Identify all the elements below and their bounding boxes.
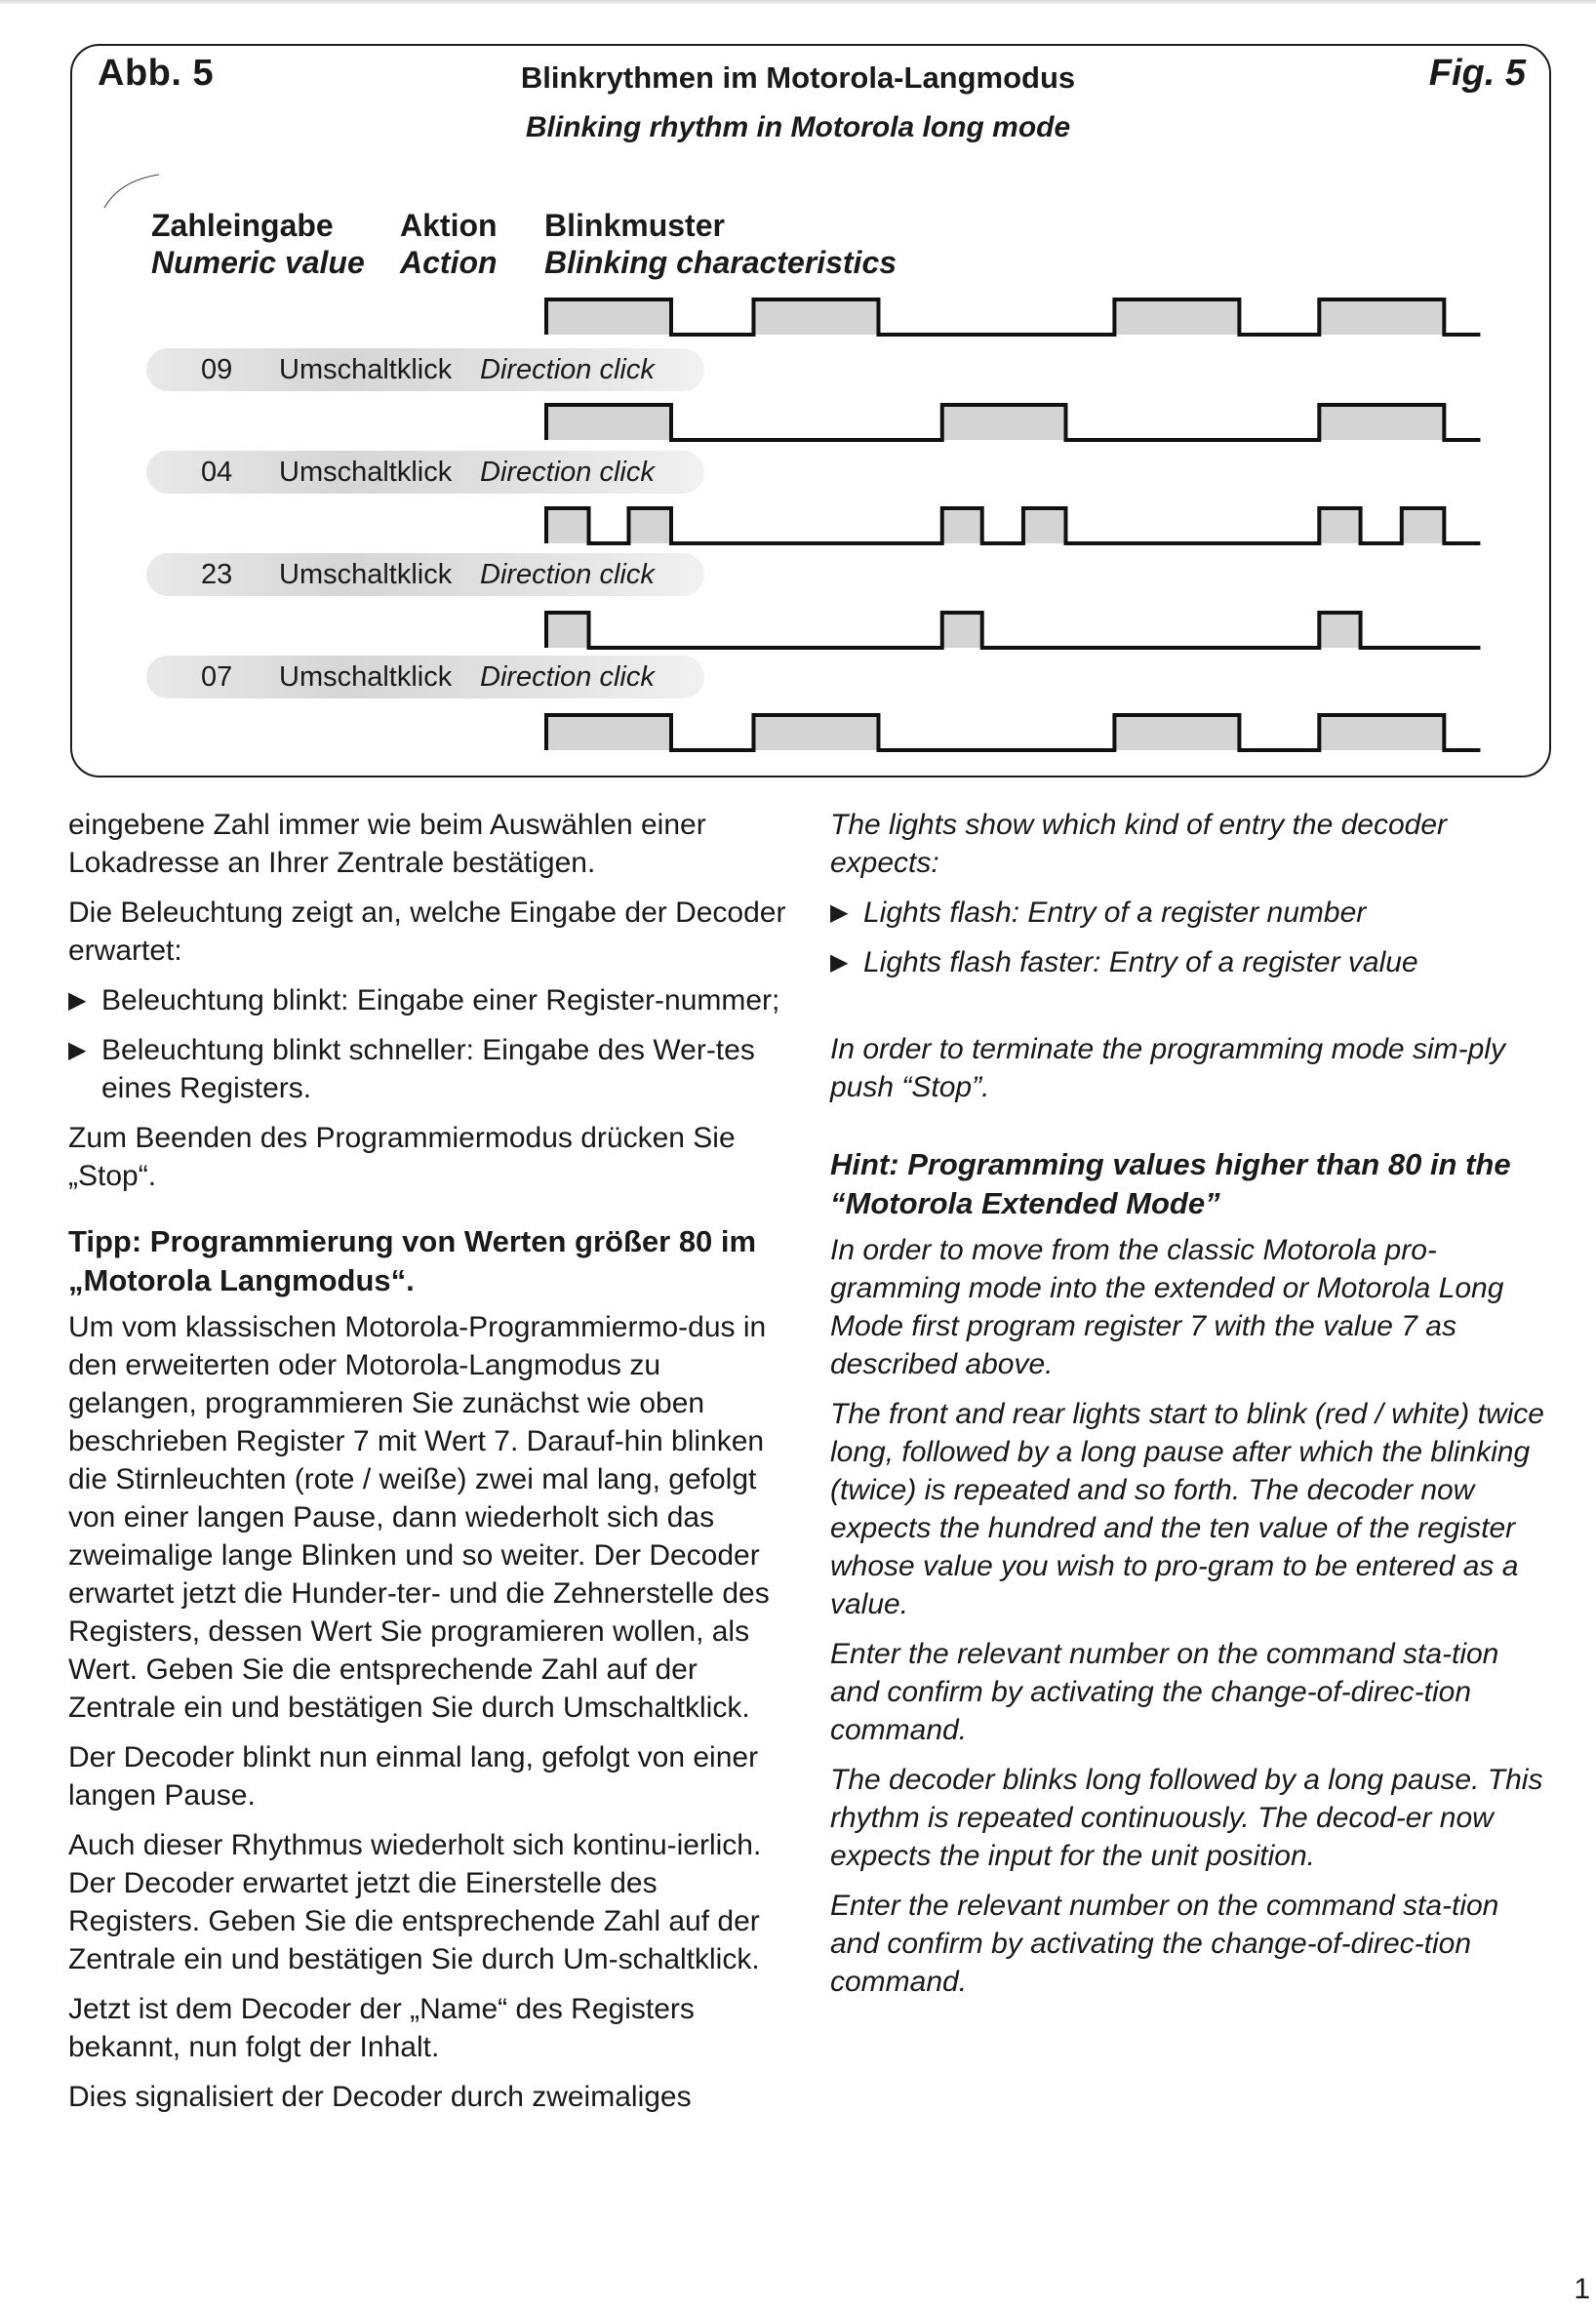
paragraph: Jetzt ist dem Decoder der „Name“ des Registers bekannt, nun folgt der Inhalt. [68, 1993, 695, 2063]
pulse [546, 405, 671, 440]
row-action-de: Umschaltklick [279, 559, 453, 590]
row-action-de: Umschaltklick [279, 354, 453, 385]
bullet-item: ▶ Beleuchtung blinkt schneller: Eingabe des Wer-tes eines Registers. [68, 1031, 790, 1107]
pulse [942, 613, 982, 648]
pulse [1319, 715, 1444, 750]
pulse [546, 715, 671, 750]
paragraph: Zum Beenden des Programmiermodus drücken Sie „Stop“. [68, 1122, 736, 1192]
section-heading: Tipp: Programmierung von Werten größer 80 im „Motorola Langmodus“. [68, 1224, 757, 1297]
page-number: 1 [1574, 2273, 1590, 2305]
paragraph: Dies signalisiert der Decoder durch zweimaliges [68, 2081, 692, 2113]
pulse [546, 613, 589, 648]
waveform-pattern-2-single-long [546, 405, 1480, 440]
pulse [1114, 299, 1239, 335]
pulse [546, 299, 671, 335]
figure-label-en: Fig. 5 [1428, 53, 1526, 94]
paragraph: The decoder blinks long followed by a long pause. This rhythm is repeated continuously. The decod-er now expects the input for the unit position. [830, 1764, 1543, 1872]
pulse [546, 508, 589, 543]
waveform-pattern-4-single-short [546, 613, 1480, 648]
pulse [1114, 715, 1239, 750]
bullet-item: ▶ Lights flash faster: Entry of a register value [830, 943, 1552, 981]
paragraph: In order to move from the classic Motorola pro-gramming mode into the extended or Motorola Long Mode first program register 7 with the value 7 as described above. [830, 1234, 1504, 1380]
row-action-en: Direction click [480, 661, 655, 693]
figure-title: Blinkrythmen im Motorola-Langmodus [520, 60, 1076, 95]
row-action-en: Direction click [480, 457, 655, 488]
header-action-de: Aktion [400, 208, 498, 243]
paragraph: Um vom klassischen Motorola-Programmiermo-dus in den erweiterten oder Motorola-Langmodus zu gelangen, programmieren Sie zunächst wie oben beschrieben Register 7 mit Wert 7. Darauf-hin blinken die Stirnleuchten (rote / weiße) zwei mal lang, gefolgt von einer langen Pause, dann wiederholt sich das zweimalige lange Blinken und so weiter. Der Decoder erwartet jetzt die Hunder-ter- und die Zehnerstelle des Registers, dessen Wert Sie programieren wollen, als Wert. Geben Sie die entsprechende Zahl auf der Zentrale ein und bestätigen Sie durch Umschaltklick. [68, 1311, 770, 1724]
paragraph: Enter the relevant number on the command sta-tion and confirm by activating the change-of-direc-tion command. [830, 1638, 1499, 1746]
paragraph: In order to terminate the programming mode sim-ply push “Stop”. [830, 1033, 1505, 1103]
pulse [628, 508, 671, 543]
figure-label-de: Abb. 5 [98, 53, 215, 94]
pulse [1023, 508, 1066, 543]
row-action-en: Direction click [480, 559, 655, 590]
bullet-item: ▶ Beleuchtung blinkt: Eingabe einer Register-nummer; [68, 981, 790, 1019]
text-column-german [68, 806, 790, 2128]
row-value: 07 [201, 661, 233, 693]
figure-subtitle: Blinking rhythm in Motorola long mode [525, 111, 1071, 143]
row-value: 23 [201, 559, 233, 590]
spacer [830, 993, 1552, 1030]
paragraph: eingebene Zahl immer wie beim Auswählen einer Lokadresse an Ihrer Zentrale bestätigen. [68, 809, 706, 879]
triangle-bullet-icon: ▶ [830, 899, 849, 926]
triangle-bullet-icon: ▶ [68, 987, 87, 1014]
header-action-en: Action [400, 245, 498, 280]
row-value: 09 [201, 354, 233, 385]
pulse [942, 508, 982, 543]
pulse [1319, 613, 1360, 648]
pulse [1402, 508, 1445, 543]
paragraph: Auch dieser Rhythmus wiederholt sich kontinu-ierlich. Der Decoder erwartet jetzt die Einerstelle des Registers. Geben Sie die entsprechende Zahl auf der Zentrale ein und bestätigen Sie durch Um-schaltklick. [68, 1829, 762, 1975]
header-value-en: Numeric value [151, 245, 365, 280]
paragraph: Der Decoder blinkt nun einmal lang, gefolgt von einer langen Pause. [68, 1741, 759, 1812]
header-pattern-en: Blinking characteristics [544, 245, 898, 280]
text-column-english [830, 806, 1552, 2012]
paragraph: Enter the relevant number on the command sta-tion and confirm by activating the change-of-direc-tion command. [830, 1890, 1499, 1998]
waveform-pattern-3-double-short [546, 508, 1480, 543]
blink-pattern-diagram [0, 0, 1596, 800]
pulse [1319, 405, 1444, 440]
waveform-pattern-5-double-long [546, 715, 1480, 750]
header-pattern-de: Blinkmuster [544, 208, 725, 243]
pulse [942, 405, 1066, 440]
pulse [753, 299, 878, 335]
pulse [1319, 508, 1360, 543]
triangle-bullet-icon: ▶ [68, 1037, 87, 1063]
triangle-bullet-icon: ▶ [830, 949, 849, 976]
row-action-en: Direction click [480, 354, 655, 385]
pulse [753, 715, 878, 750]
paragraph: The front and rear lights start to blink (red / white) twice long, followed by a long pause after which the blinking (twice) is repeated and so forth. The decoder now expects the hundred and the ten value of the register whose value you wish to pro-gram to be entered as a value. [830, 1398, 1544, 1620]
waveform-pattern-1-double-long [546, 299, 1480, 335]
section-heading: Hint: Programming values higher than 80 in the “Motorola Extended Mode” [830, 1147, 1511, 1220]
row-action-de: Umschaltklick [279, 457, 453, 488]
pulse [1319, 299, 1444, 335]
header-value-de: Zahleingabe [151, 208, 334, 243]
row-action-de: Umschaltklick [279, 661, 453, 693]
paragraph: The lights show which kind of entry the decoder expects: [830, 809, 1448, 879]
row-value: 04 [201, 457, 233, 488]
bullet-item: ▶ Lights flash: Entry of a register number [830, 894, 1552, 932]
paragraph: Die Beleuchtung zeigt an, welche Eingabe der Decoder erwartet: [68, 897, 786, 967]
